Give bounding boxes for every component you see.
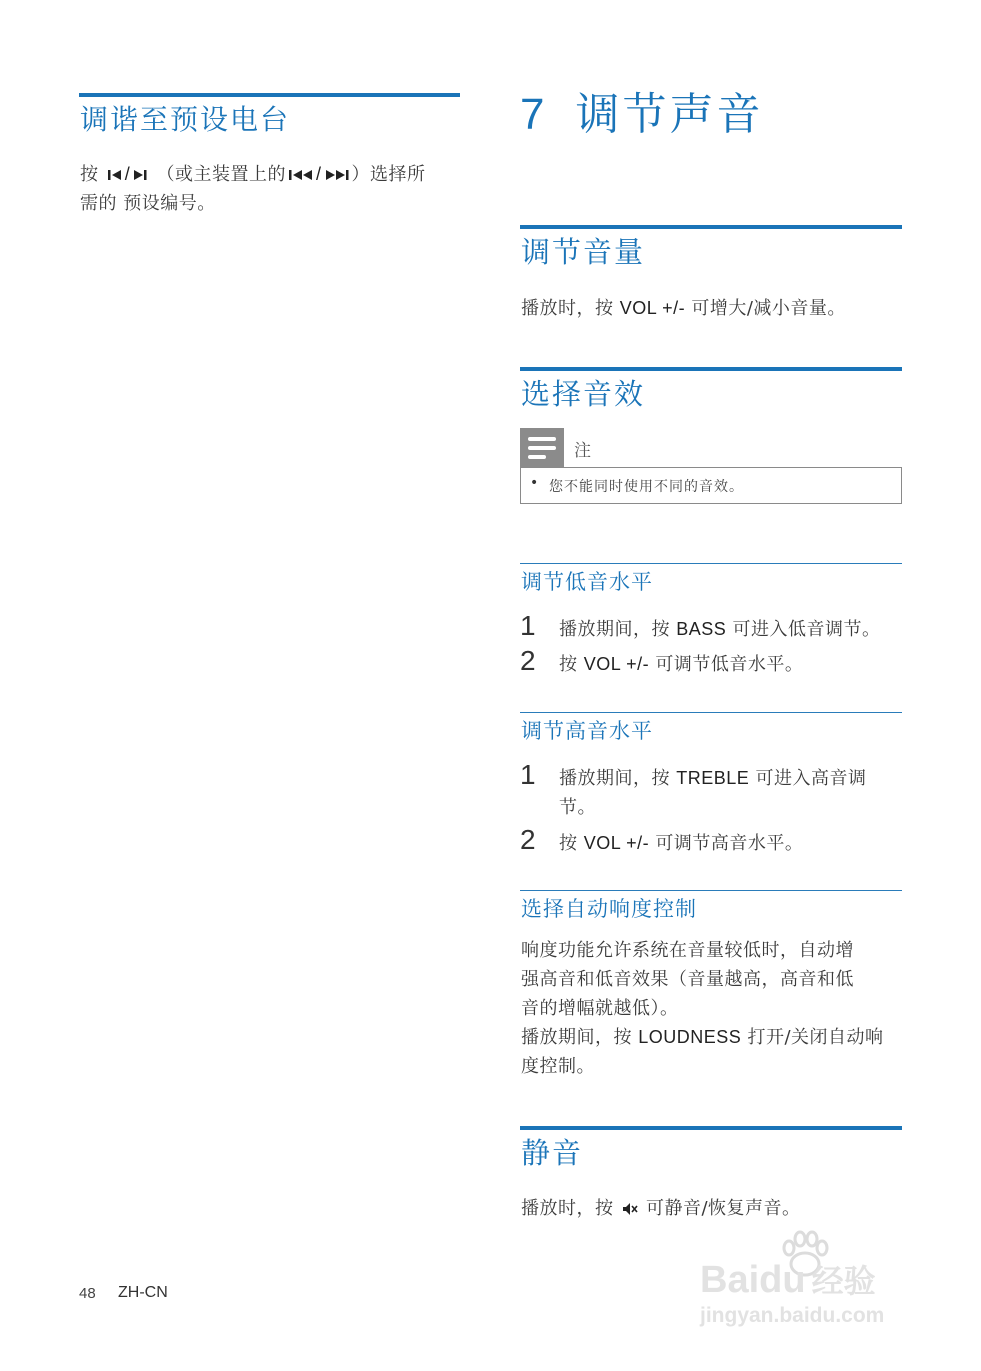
left-section-title: 调谐至预设电台 (80, 103, 291, 136)
treble-step-2-number: 2 (520, 824, 536, 855)
mute-heading: 静音 (521, 1136, 584, 1170)
mute-text: 播放时，按 可静音/恢复声音。 (521, 1198, 801, 1219)
note-text: 您不能同时使用不同的音效。 (549, 479, 744, 495)
loudness-paragraph: 响度功能允许系统在音量较低时，自动增 强高音和低音效果（音量越高，高音和低 音的增幅就越低）。 播放期间，按 LOUDNESS 打开/关闭自动响 度控制。 (521, 940, 884, 1077)
baidu-watermark (700, 1230, 930, 1340)
bass-step-1-number: 1 (520, 610, 536, 641)
prev-icon (107, 169, 123, 181)
treble-key: TREBLE (676, 768, 750, 788)
left-title-rule (79, 93, 460, 97)
bass-key: BASS (676, 619, 727, 639)
effect-heading: 选择音效 (521, 377, 646, 411)
bass-rule (520, 563, 902, 564)
mute-rule (520, 1126, 902, 1130)
watermark-brand2: du (759, 1259, 806, 1301)
treble-step-1-text: 播放期间，按 TREBLE 可进入高音调 节。 (559, 768, 867, 818)
treble-step-2-text: 按 VOL +/- 可调节高音水平。 (559, 833, 804, 854)
volume-text: 播放时，按 VOL +/- 可增大/减小音量。 (521, 298, 846, 319)
page-number: 48 (79, 1285, 96, 1302)
note-label: 注 (574, 441, 591, 461)
left-paragraph (80, 160, 470, 218)
bass-heading: 调节低音水平 (521, 570, 653, 594)
mute-icon (622, 1202, 638, 1216)
rewind-icon (288, 169, 314, 181)
volume-heading: 调节音量 (521, 235, 646, 269)
fast-forward-icon (324, 169, 350, 181)
note-bullet: • (530, 475, 539, 491)
watermark-brand: Bai (700, 1259, 760, 1301)
watermark-suffix: 经验 (811, 1262, 876, 1300)
effect-rule (520, 367, 902, 371)
bass-step-1-text: 播放期间，按 BASS 可进入低音调节。 (559, 619, 881, 640)
treble-heading: 调节高音水平 (521, 719, 653, 743)
left-paragraph-line1: 按 / （或主装置上的 / ）选择所 (80, 164, 426, 185)
bass-step-2-text: 按 VOL +/- 可调节低音水平。 (559, 654, 804, 675)
next-icon (132, 169, 148, 181)
loudness-rule (520, 890, 902, 891)
treble-step-1-number: 1 (520, 759, 536, 790)
volume-rule (520, 225, 902, 229)
bass-step-2-number: 2 (520, 645, 536, 676)
chapter-heading (520, 78, 763, 142)
left-paragraph-line2: 需的 预设编号。 (80, 193, 216, 214)
loudness-key: LOUDNESS (638, 1027, 742, 1047)
treble-rule (520, 712, 902, 713)
watermark-url: jingyan.baidu.com (700, 1304, 885, 1327)
chapter-title: 调节声音 (575, 89, 764, 140)
loudness-heading: 选择自动响度控制 (521, 897, 697, 921)
chapter-number: 7 (520, 90, 548, 139)
language-code: ZH-CN (118, 1284, 168, 1301)
vol-key: VOL +/- (619, 298, 686, 318)
note-icon (520, 428, 564, 468)
